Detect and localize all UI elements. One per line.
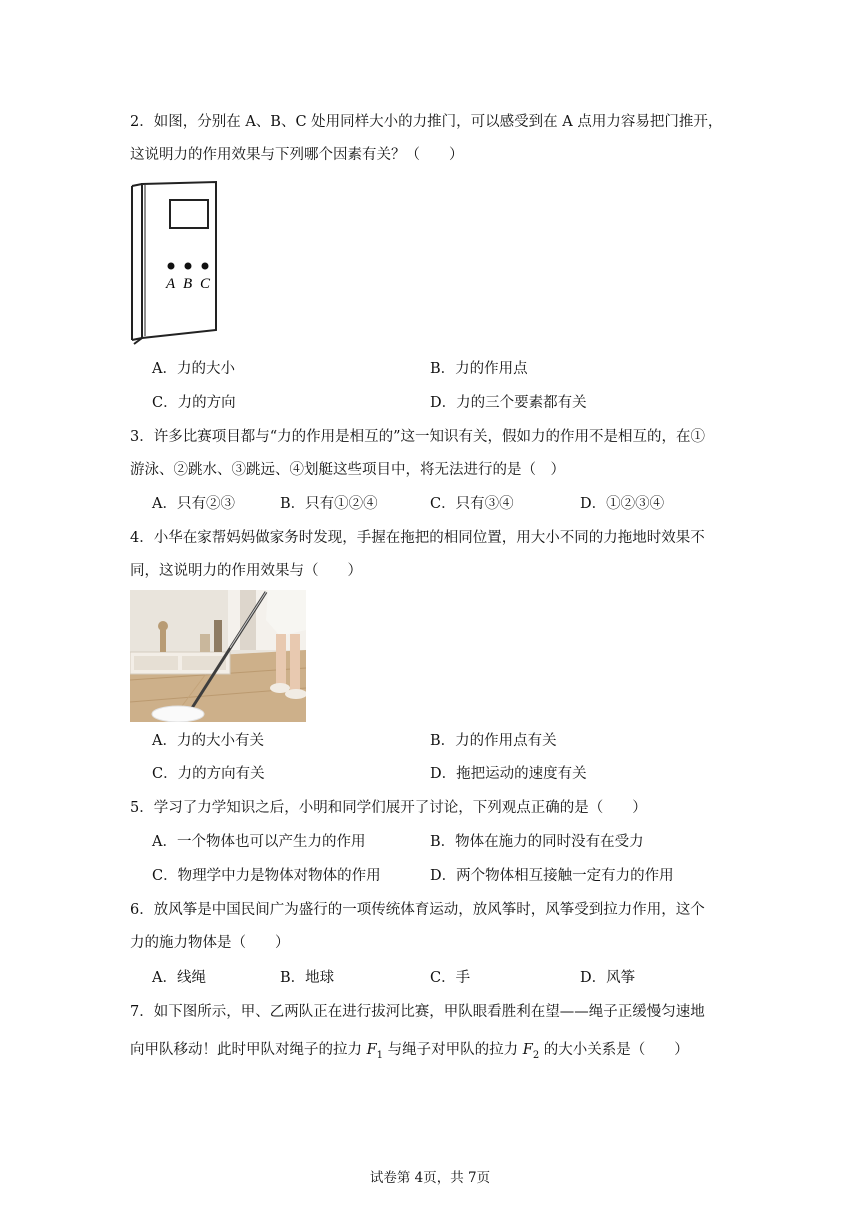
door-drawing <box>128 180 220 345</box>
q3-option-a: A．只有②③ <box>152 496 235 512</box>
q4-stem-line1: 4．小华在家帮妈妈做家务时发现，手握在拖把的相同位置，用大小不同的力拖地时效果不 <box>130 530 705 546</box>
q3-option-b: B．只有①②④ <box>280 496 378 512</box>
q4-option-c: C．力的方向有关 <box>152 766 265 782</box>
mop-photo <box>130 590 306 722</box>
q6-option-d: D．风筝 <box>580 970 636 986</box>
q2-option-a: A．力的大小 <box>152 361 235 377</box>
q7-stem-text-c: 的大小关系是（ ） <box>539 1042 689 1058</box>
f2-subscript: 2 <box>532 1049 540 1061</box>
q3-stem-line2: 游泳、②跳水、③跳远、④划艇这些项目中，将无法进行的是（ ） <box>130 462 565 478</box>
q3-stem-line1: 3．许多比赛项目都与“力的作用是相互的”这一知识有关，假如力的作用不是相互的，在① <box>130 429 706 445</box>
q5-option-d: D．两个物体相互接触一定有力的作用 <box>430 868 674 884</box>
q6-option-c: C．手 <box>430 970 471 986</box>
f1-subscript: 1 <box>376 1049 384 1061</box>
point-c-label: C <box>200 276 211 292</box>
point-c-dot <box>202 263 209 270</box>
q3-option-d: D．①②③④ <box>580 496 665 512</box>
f1-symbol: F <box>366 1042 377 1058</box>
q2-option-c: C．力的方向 <box>152 395 236 411</box>
q2-option-b: B．力的作用点 <box>430 361 528 377</box>
q4-option-a: A．力的大小有关 <box>152 733 264 749</box>
q4-stem-line2: 同，这说明力的作用效果与（ ） <box>130 563 362 579</box>
f2-symbol: F <box>522 1042 533 1058</box>
page-footer: 试卷第 4页，共 7页 <box>369 1170 491 1186</box>
point-a-label: A <box>166 276 176 292</box>
door-figure <box>128 180 220 345</box>
q7-stem-text-a: 向甲队移动！此时甲队对绳子的拉力 <box>130 1042 367 1058</box>
q7-stem-text-b: 与绳子对甲队的拉力 <box>383 1042 523 1058</box>
q5-option-c: C．物理学中力是物体对物体的作用 <box>152 868 381 884</box>
q5-option-a: A．一个物体也可以产生力的作用 <box>152 834 366 850</box>
q5-option-b: B．物体在施力的同时没有在受力 <box>430 834 644 850</box>
point-b-dot <box>185 263 192 270</box>
q5-stem-line1: 5．学习了力学知识之后，小明和同学们展开了讨论，下列观点正确的是（ ） <box>130 800 647 816</box>
q4-option-d: D．拖把运动的速度有关 <box>430 766 587 782</box>
q2-stem-line2: 这说明力的作用效果与下列哪个因素有关？（ ） <box>130 147 464 163</box>
q4-option-b: B．力的作用点有关 <box>430 733 557 749</box>
q3-option-c: C．只有③④ <box>430 496 514 512</box>
q7-stem-line2 <box>130 1040 689 1066</box>
q7-stem-line1: 7．如下图所示，甲、乙两队正在进行拔河比赛，甲队眼看胜利在望——绳子正缓慢匀速地 <box>130 1004 705 1020</box>
q6-stem-line2: 力的施力物体是（ ） <box>130 935 290 951</box>
q2-option-d: D．力的三个要素都有关 <box>430 395 587 411</box>
point-a-dot <box>168 263 175 270</box>
q6-stem-line1: 6．放风筝是中国民间广为盛行的一项传统体育运动，放风筝时，风筝受到拉力作用，这个 <box>130 902 705 918</box>
q6-option-a: A．线绳 <box>152 970 206 986</box>
q6-option-b: B．地球 <box>280 970 335 986</box>
q2-stem-line1: 2．如图，分别在 A、B、C 处用同样大小的力推门，可以感受到在 A 点用力容易把门推开， <box>130 114 723 130</box>
mop-photo-drawing <box>130 590 306 722</box>
point-b-label: B <box>183 276 193 292</box>
